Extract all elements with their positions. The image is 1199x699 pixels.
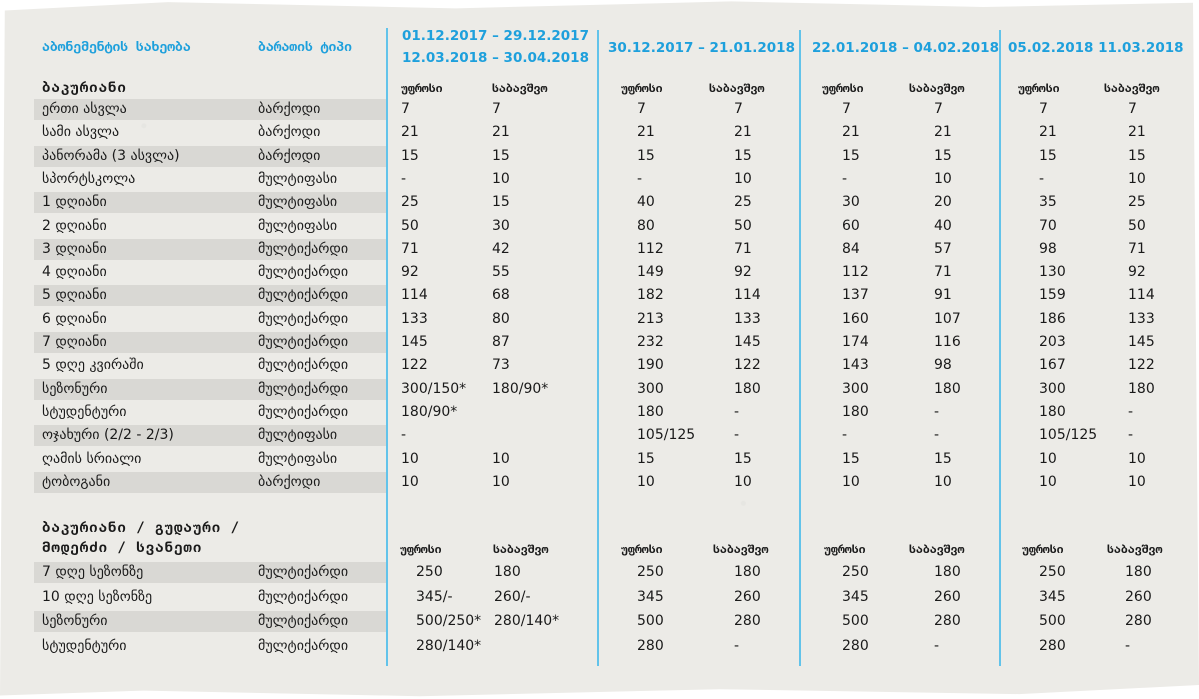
price-cell: 10 [1128, 170, 1146, 187]
price-cell: 40 [934, 217, 952, 234]
price-cell: 180 [494, 564, 521, 580]
price-cell: 186 [1039, 310, 1066, 327]
price-cell: - [734, 637, 740, 654]
row-name: სპორტსკოლა [42, 170, 136, 187]
row-card-type: მულტიქარდი [258, 264, 349, 281]
row-card-type: ბარქოდი [258, 147, 321, 164]
price-cell: 10 [734, 170, 752, 187]
price-cell: 300 [1039, 380, 1066, 397]
price-cell: 145 [734, 334, 761, 350]
table-row [34, 145, 1160, 167]
subheader-child: საბავშვო [713, 542, 769, 556]
subheader-senior: უფროსი [401, 81, 443, 95]
price-cell: 35 [1039, 194, 1057, 211]
price-cell: 60 [842, 217, 860, 234]
price-cell: - [1125, 637, 1131, 654]
price-cell: 92 [401, 264, 419, 281]
table-row [34, 471, 1160, 493]
section2-title-line1: ბაკურიანი / გუდაური / [42, 520, 241, 536]
price-cell: 10 [492, 450, 510, 467]
header-period2: 30.12.2017 – 21.01.2018 [608, 40, 795, 56]
price-cell: 145 [401, 334, 428, 350]
price-cell: 280 [842, 637, 869, 654]
row-card-type: მულტიქარდი [258, 637, 349, 654]
subheader-child: საბავშვო [492, 81, 548, 95]
price-cell: 159 [1039, 287, 1066, 304]
price-cell: 280 [1125, 613, 1152, 629]
price-cell: 10 [734, 473, 752, 490]
price-cell: 21 [637, 124, 655, 141]
row-card-type: ბარქოდი [258, 124, 321, 141]
price-cell: 7 [734, 101, 743, 117]
price-cell: 15 [1039, 147, 1057, 164]
section2-title-line2: მოდერძი / სვანეთი [42, 540, 203, 556]
subheader-senior: უფროსი [621, 81, 663, 95]
price-cell: 10 [492, 170, 510, 187]
price-cell: 105/125 [1039, 427, 1098, 444]
row-card-type: მულტიფასი [258, 217, 338, 234]
price-cell: 7 [934, 101, 943, 117]
table-row [34, 424, 1160, 446]
price-cell: 10 [401, 473, 419, 490]
price-cell: 345 [842, 588, 869, 605]
price-cell: 80 [492, 310, 510, 327]
price-cell: 180/90* [492, 380, 549, 397]
header-period1-line1: 01.12.2017 – 29.12.2017 [402, 28, 589, 44]
price-cell: 21 [842, 124, 860, 141]
price-cell: 260 [1125, 588, 1152, 605]
price-cell: 42 [492, 240, 510, 257]
row-name: სამი ასვლა [42, 124, 120, 141]
price-cell: 80 [637, 217, 655, 234]
price-cell: 114 [1128, 287, 1155, 304]
table-row [34, 378, 1160, 400]
price-cell: 21 [1128, 124, 1146, 141]
row-name: სეზონური [42, 380, 108, 397]
price-cell: 180 [1039, 403, 1066, 420]
price-cell: 122 [401, 357, 428, 374]
table-row [34, 586, 1160, 608]
price-cell: - [842, 170, 848, 187]
price-cell: 300 [842, 380, 869, 397]
price-cell: - [734, 403, 740, 420]
price-cell: 10 [492, 473, 510, 490]
subheader-child: საბავშვო [1104, 81, 1160, 95]
table-row [34, 168, 1160, 190]
subheader-child: საბავშვო [493, 542, 549, 556]
table-row [34, 121, 1160, 143]
price-cell: 232 [637, 334, 664, 350]
row-card-type: მულტიქარდი [258, 357, 349, 374]
price-cell: 182 [637, 287, 664, 304]
row-name: სტუდენტური [42, 637, 127, 654]
price-cell: 10 [1039, 473, 1057, 490]
price-cell: 20 [934, 194, 952, 211]
price-cell: 10 [637, 473, 655, 490]
table-row [34, 191, 1160, 213]
price-cell: 15 [637, 147, 655, 164]
price-cell: 133 [734, 310, 761, 327]
price-cell: 250 [416, 564, 443, 580]
price-cell: 116 [934, 334, 961, 350]
price-cell: 500 [637, 613, 664, 629]
row-name: ოჯახური (2/2 - 2/3) [42, 427, 174, 444]
price-cell: 112 [637, 240, 664, 257]
price-cell: - [637, 170, 643, 187]
row-name: 7 დღე სეზონზე [42, 564, 144, 580]
row-card-type: მულტიქარდი [258, 334, 349, 350]
subheader-senior: უფროსი [400, 542, 442, 556]
subheader-child: საბავშვო [909, 542, 965, 556]
price-cell: 300 [637, 380, 664, 397]
row-card-type: ბარქოდი [258, 101, 321, 117]
price-cell: 260 [734, 588, 761, 605]
price-cell: 15 [842, 147, 860, 164]
price-cell: 21 [401, 124, 419, 141]
price-cell: 500 [1039, 613, 1066, 629]
price-cell: 98 [1039, 240, 1057, 257]
row-name: 4 დღიანი [42, 264, 107, 281]
price-cell: 114 [401, 287, 428, 304]
price-cell: 180 [934, 380, 961, 397]
price-cell: - [842, 427, 848, 444]
price-cell: 250 [1039, 564, 1066, 580]
row-name: 7 დღიანი [42, 334, 107, 350]
header-period3: 22.01.2018 – 04.02.2018 [812, 40, 999, 56]
price-cell: 25 [401, 194, 419, 211]
price-cell: 260 [934, 588, 961, 605]
price-cell: 21 [734, 124, 752, 141]
table-row [34, 354, 1160, 376]
header-period4: 05.02.2018 11.03.2018 [1008, 40, 1184, 56]
row-name: ერთი ასვლა [42, 101, 127, 117]
price-cell: 300/150* [401, 380, 467, 397]
price-cell: 15 [1128, 147, 1146, 164]
price-cell: 10 [934, 473, 952, 490]
price-cell: 149 [637, 264, 664, 281]
price-cell: 280/140* [494, 613, 560, 629]
price-cell: 280 [1039, 637, 1066, 654]
price-cell: 190 [637, 357, 664, 374]
price-cell: 7 [1039, 101, 1048, 117]
table-row [34, 308, 1160, 330]
price-cell: 25 [734, 194, 752, 211]
price-cell: 114 [734, 287, 761, 304]
price-cell: 25 [1128, 194, 1146, 211]
price-cell: 122 [734, 357, 761, 374]
subheader-child: საბავშვო [1107, 542, 1163, 556]
price-cell: 21 [934, 124, 952, 141]
table-row [34, 401, 1160, 423]
price-cell: 73 [492, 357, 510, 374]
price-cell: 180 [842, 403, 869, 420]
price-cell: 7 [842, 101, 851, 117]
price-cell: 92 [1128, 264, 1146, 281]
header-period1-line2: 12.03.2018 – 30.04.2018 [402, 50, 589, 66]
price-cell: 180 [637, 403, 664, 420]
section1-title: ბაკურიანი [42, 80, 127, 96]
price-cell: 167 [1039, 357, 1066, 374]
price-cell: 21 [492, 124, 510, 141]
price-cell: 87 [492, 334, 510, 350]
price-cell: 92 [734, 264, 752, 281]
table-row [34, 98, 1160, 120]
row-card-type: მულტიქარდი [258, 240, 349, 257]
price-cell: - [934, 427, 940, 444]
header-col-name: აბონემენტის სახეობა [42, 40, 191, 55]
price-cell: 345 [637, 588, 664, 605]
price-cell: 50 [401, 217, 419, 234]
price-cell: - [1128, 403, 1134, 420]
price-cell: 500/250* [416, 613, 482, 629]
row-card-type: მულტიფასი [258, 194, 338, 211]
subheader-senior: უფროსი [1018, 81, 1060, 95]
table-row [34, 215, 1160, 237]
table-row [34, 238, 1160, 260]
row-name: 5 დღიანი [42, 287, 107, 304]
price-cell: 10 [1039, 450, 1057, 467]
row-name: 1 დღიანი [42, 194, 107, 211]
price-cell: 7 [492, 101, 501, 117]
subheader-senior: უფროსი [621, 542, 663, 556]
row-name: ღამის სრიალი [42, 450, 142, 467]
row-card-type: მულტიფასი [258, 450, 338, 467]
price-cell: - [1128, 427, 1134, 444]
price-cell: 260/- [494, 588, 531, 605]
row-name: 2 დღიანი [42, 217, 107, 234]
row-card-type: მულტიქარდი [258, 380, 349, 397]
price-cell: 71 [734, 240, 752, 257]
price-cell: 250 [842, 564, 869, 580]
price-cell: 203 [1039, 334, 1066, 350]
subheader-child: საბავშვო [709, 81, 765, 95]
price-cell: 133 [1128, 310, 1155, 327]
price-cell: - [401, 170, 407, 187]
price-cell: 15 [842, 450, 860, 467]
price-cell: 145 [1128, 334, 1155, 350]
price-cell: 40 [637, 194, 655, 211]
price-cell: 10 [401, 450, 419, 467]
row-name: სეზონური [42, 613, 108, 629]
price-cell: 174 [842, 334, 869, 350]
price-cell: 122 [1128, 357, 1155, 374]
price-cell: 30 [492, 217, 510, 234]
row-name: პანორამა (3 ასვლა) [42, 147, 180, 164]
price-cell: 15 [637, 450, 655, 467]
price-cell: 15 [934, 450, 952, 467]
price-cell: 280 [734, 613, 761, 629]
price-cell: 160 [842, 310, 869, 327]
price-cell: 68 [492, 287, 510, 304]
price-cell: 71 [934, 264, 952, 281]
price-cell: 143 [842, 357, 869, 374]
price-cell: 130 [1039, 264, 1066, 281]
row-card-type: მულტიქარდი [258, 287, 349, 304]
price-cell: 105/125 [637, 427, 696, 444]
price-cell: 280/140* [416, 637, 482, 654]
table-row [34, 635, 1160, 657]
price-cell: 70 [1039, 217, 1057, 234]
row-card-type: მულტიფასი [258, 170, 338, 187]
price-cell: 57 [934, 240, 952, 257]
price-cell: 345 [1039, 588, 1066, 605]
table-row [34, 448, 1160, 470]
row-card-type: მულტიქარდი [258, 403, 349, 420]
row-name: 6 დღიანი [42, 310, 107, 327]
price-cell: 71 [1128, 240, 1146, 257]
price-cell: 10 [842, 473, 860, 490]
price-cell: 10 [934, 170, 952, 187]
price-cell: 180 [1125, 564, 1152, 580]
row-name: ტობოგანი [42, 473, 111, 490]
row-name: 10 დღე სეზონზე [42, 588, 153, 605]
subheader-child: საბავშვო [909, 81, 965, 95]
row-card-type: ბარქოდი [258, 473, 321, 490]
price-cell: 180 [734, 380, 761, 397]
row-name: 3 დღიანი [42, 240, 107, 257]
table-row [34, 261, 1160, 283]
price-cell: 71 [401, 240, 419, 257]
price-cell: 180 [934, 564, 961, 580]
price-cell: 112 [842, 264, 869, 281]
price-cell: 7 [637, 101, 646, 117]
price-cell: 50 [734, 217, 752, 234]
price-cell: 7 [1128, 101, 1137, 117]
price-cell: 250 [637, 564, 664, 580]
price-cell: 280 [637, 637, 664, 654]
price-cell: 10 [1128, 450, 1146, 467]
price-cell: 15 [492, 194, 510, 211]
price-cell: 133 [401, 310, 428, 327]
price-cell: 10 [1128, 473, 1146, 490]
price-cell: 500 [842, 613, 869, 629]
price-cell: 30 [842, 194, 860, 211]
table-row [34, 561, 1160, 583]
price-cell: 21 [1039, 124, 1057, 141]
subheader-senior: უფროსი [822, 81, 864, 95]
price-cell: 137 [842, 287, 869, 304]
table-row [34, 610, 1160, 632]
price-cell: 213 [637, 310, 664, 327]
price-cell: 50 [1128, 217, 1146, 234]
subheader-senior: უფროსი [824, 542, 866, 556]
price-cell: 15 [734, 450, 752, 467]
price-cell: - [401, 427, 407, 444]
price-cell: - [1039, 170, 1045, 187]
row-card-type: მულტიქარდი [258, 564, 349, 580]
row-card-type: მულტიქარდი [258, 588, 349, 605]
table-row [34, 331, 1160, 353]
price-cell: 180 [734, 564, 761, 580]
price-cell: 15 [734, 147, 752, 164]
price-cell: 180/90* [401, 403, 458, 420]
subheader-senior: უფროსი [1022, 542, 1064, 556]
price-cell: 91 [934, 287, 952, 304]
price-cell: 55 [492, 264, 510, 281]
price-cell: 7 [401, 101, 410, 117]
price-cell: 15 [492, 147, 510, 164]
table-row [34, 284, 1160, 306]
header-col-type: ბარათის ტიპი [258, 40, 352, 55]
price-cell: - [734, 427, 740, 444]
price-cell: 15 [401, 147, 419, 164]
price-cell: 180 [1128, 380, 1155, 397]
row-card-type: მულტიქარდი [258, 613, 349, 629]
price-cell: 280 [934, 613, 961, 629]
row-card-type: მულტიქარდი [258, 310, 349, 327]
price-cell: 345/- [416, 588, 453, 605]
price-cell: - [934, 637, 940, 654]
row-name: სტუდენტური [42, 403, 127, 420]
price-cell: 15 [934, 147, 952, 164]
price-cell: 84 [842, 240, 860, 257]
price-cell: 107 [934, 310, 961, 327]
row-name: 5 დღე კვირაში [42, 357, 144, 374]
row-card-type: მულტიფასი [258, 427, 338, 444]
price-cell: 98 [934, 357, 952, 374]
price-cell: - [934, 403, 940, 420]
